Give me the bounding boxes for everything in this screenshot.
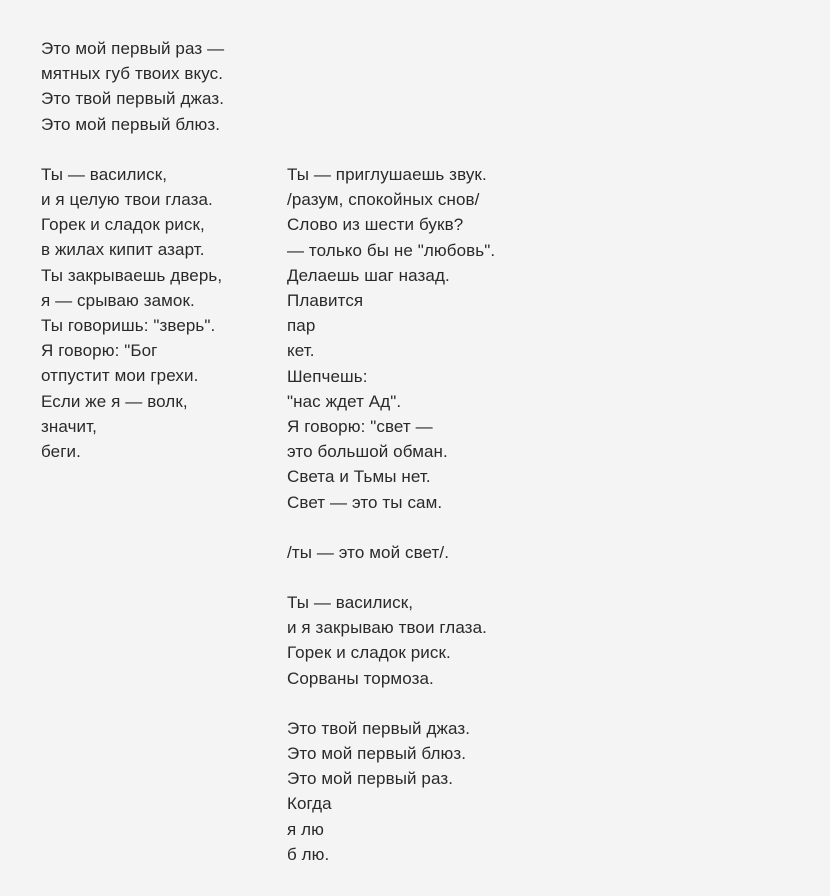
poem-line: в жилах кипит азарт. [41, 240, 205, 260]
poem-line: Это мой первый раз — [41, 39, 225, 58]
poem-line: /разум, спокойных снов/ [287, 190, 480, 210]
poem-line: Горек и сладок риск. [287, 643, 451, 663]
poem-line: Делаешь шаг назад. [287, 265, 450, 285]
poem-line: я лю [287, 819, 324, 839]
left-stanza-2 [41, 162, 276, 464]
poem-line: Ты — василиск, [41, 164, 168, 184]
stanza-gap [41, 137, 276, 162]
poem-line: кет. [287, 341, 315, 361]
stanza-gap [287, 691, 607, 716]
left-stanza-1 [41, 36, 276, 137]
poem-line: — только бы не "любовь". [287, 240, 496, 260]
poem-line: Шепчешь: [287, 366, 368, 386]
poem-line: Если же я — волк, [41, 391, 188, 411]
poem-line: б лю. [287, 844, 330, 864]
poem-line: Когда [287, 794, 332, 814]
stanza-gap [287, 565, 607, 590]
poem-line: Сорваны тормоза. [287, 668, 434, 688]
poem-line: Это твой первый джаз. [287, 718, 471, 738]
right-stanza-1 [287, 162, 607, 515]
poem-line: /ты — это мой свет/. [287, 542, 450, 562]
poem-line: Ты — василиск, [287, 593, 414, 613]
poem-line: "нас ждет Ад". [287, 391, 402, 411]
poem-line: беги. [41, 442, 81, 462]
poem-line: и я целую твои глаза. [41, 190, 213, 210]
poem-line: Свет — это ты сам. [287, 492, 443, 512]
poem-line: Ты — приглушаешь звук. [287, 165, 487, 184]
poem-line: Света и Тьмы нет. [287, 467, 431, 487]
poem-line: Ты говоришь: "зверь". [41, 316, 216, 336]
poem-line: я — срываю замок. [41, 290, 195, 310]
poem-line: это большой обман. [287, 442, 448, 462]
left-column [41, 36, 276, 464]
poem-line: Это мой первый блюз. [41, 114, 221, 134]
right-stanza-4 [287, 716, 607, 867]
poem-line: Горек и сладок риск, [41, 215, 205, 235]
poem-line: Это мой первый раз. [287, 769, 454, 789]
right-column [287, 162, 607, 867]
poem-line: Это твой первый джаз. [41, 89, 225, 109]
poem-line: значит, [41, 416, 97, 436]
right-stanza-3 [287, 590, 607, 691]
poem-line: Это мой первый блюз. [287, 744, 467, 764]
right-stanza-2 [287, 540, 607, 565]
poem-line: Я говорю: "Бог [41, 341, 158, 361]
poem-line: мятных губ твоих вкус. [41, 64, 224, 84]
poem-line: Плавится [287, 291, 364, 311]
poem-line: и я закрываю твои глаза. [287, 618, 487, 638]
poem-line: отпустит мои грехи. [41, 366, 199, 386]
stanza-gap [287, 515, 607, 540]
poem-line: пар [287, 316, 316, 336]
poem-line: Слово из шести букв? [287, 215, 464, 235]
poem-line: Я говорю: "свет — [287, 417, 433, 437]
poem-line: Ты закрываешь дверь, [41, 265, 223, 285]
